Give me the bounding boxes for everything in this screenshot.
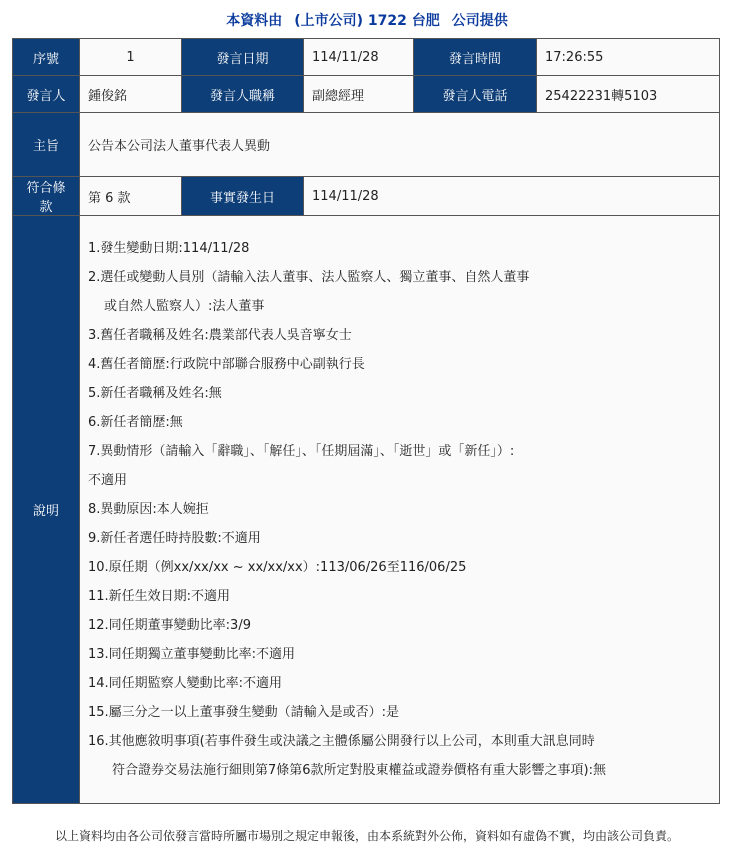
description-label: 說明 <box>13 216 80 804</box>
desc-line-2-cont: 或自然人監察人）:法人董事 <box>104 299 265 314</box>
desc-line-7-cont: 不適用 <box>88 473 128 488</box>
row-sequence-date-time <box>13 39 720 76</box>
speaker-phone-label: 發言人電話 <box>414 76 537 113</box>
seq-label: 序號 <box>13 39 80 76</box>
subject-label: 主旨 <box>13 113 80 177</box>
desc-line-1: 1.發生變動日期:114/11/28 <box>88 241 250 256</box>
header-suffix: 公司提供 <box>451 13 508 29</box>
desc-line-3: 3.舊任者職稱及姓名:農業部代表人吳音寧女士 <box>88 328 352 343</box>
desc-line-11: 11.新任生效日期:不適用 <box>88 589 231 604</box>
event-date-label: 事實發生日 <box>182 177 304 216</box>
page-header <box>0 10 734 30</box>
row-speaker <box>13 76 720 113</box>
desc-line-7: 7.異動情形（請輸入「辭職」、「解任」、「任期屆滿」、「逝世」或「新任」）: <box>88 444 515 459</box>
speaker-value: 鍾俊銘 <box>80 76 182 113</box>
speaker-label: 發言人 <box>13 76 80 113</box>
speaker-title-value: 副總經理 <box>304 76 414 113</box>
description-body <box>80 216 720 804</box>
desc-line-8: 8.異動原因:本人婉拒 <box>88 502 209 517</box>
date-value: 114/11/28 <box>304 39 414 76</box>
speaker-title-label: 發言人職稱 <box>182 76 304 113</box>
header-company: (上市公司) 1722 台肥 <box>294 13 440 29</box>
clause-label: 符合條款 <box>13 177 80 216</box>
clause-value: 第 6 款 <box>80 177 182 216</box>
row-subject <box>13 113 720 177</box>
desc-line-2: 2.選任或變動人員別（請輸入法人董事、法人監察人、獨立董事、自然人董事 <box>88 270 530 285</box>
desc-line-14: 14.同任期監察人變動比率:不適用 <box>88 676 283 691</box>
event-date-value: 114/11/28 <box>304 177 720 216</box>
desc-line-16-cont: 符合證券交易法施行細則第7條第6款所定對股東權益或證券價格有重大影響之事項):無 <box>112 763 606 778</box>
row-description <box>13 216 720 804</box>
footer-disclaimer: 以上資料均由各公司依發言當時所屬市場別之規定申報後，由本系統對外公佈，資料如有虛偽不實，均由該公司負責。 <box>54 829 679 843</box>
desc-line-13: 13.同任期獨立董事變動比率:不適用 <box>88 647 296 662</box>
desc-line-16: 16.其他應敘明事項(若事件發生或決議之主體係屬公開發行以上公司，本則重大訊息同時 <box>88 734 595 749</box>
time-label: 發言時間 <box>414 39 537 76</box>
row-clause <box>13 177 720 216</box>
header-prefix: 本資料由 <box>226 13 283 29</box>
desc-line-15: 15.屬三分之一以上董事發生變動（請輸入是或否）:是 <box>88 705 400 720</box>
desc-line-6: 6.新任者簡歷:無 <box>88 415 183 430</box>
desc-line-5: 5.新任者職稱及姓名:無 <box>88 386 222 401</box>
time-value: 17:26:55 <box>537 39 720 76</box>
desc-line-12: 12.同任期董事變動比率:3/9 <box>88 618 251 633</box>
desc-line-4: 4.舊任者簡歷:行政院中部聯合服務中心副執行長 <box>88 357 365 372</box>
desc-line-10: 10.原任期（例xx/xx/xx ~ xx/xx/xx）:113/06/26至116/06/25 <box>88 560 467 575</box>
desc-line-9: 9.新任者選任時持股數:不適用 <box>88 531 261 546</box>
subject-value: 公告本公司法人董事代表人異動 <box>80 113 720 177</box>
speaker-phone-value: 25422231轉5103 <box>537 76 720 113</box>
announcement-table <box>12 38 720 804</box>
seq-value: 1 <box>80 39 182 76</box>
date-label: 發言日期 <box>182 39 304 76</box>
